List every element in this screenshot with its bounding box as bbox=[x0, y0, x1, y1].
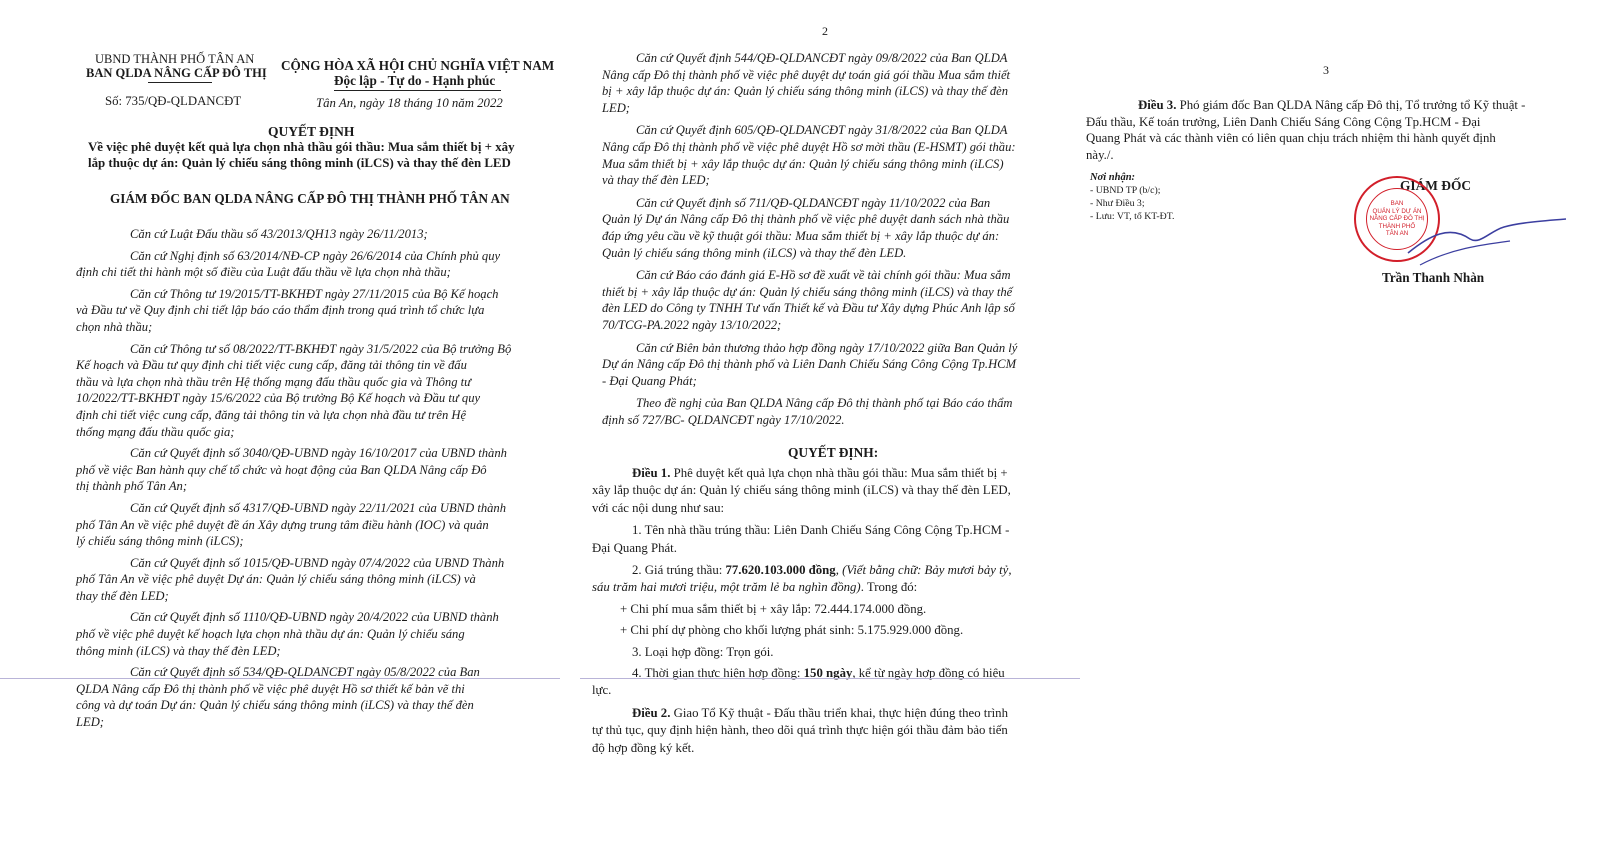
basis-line: định số 727/BC- QLDANCĐT ngày 17/10/2022. bbox=[602, 412, 845, 427]
basis-line: phố Tân An về việc phê duyệt Dự án: Quản lý chiếu sáng thông minh (iLCS) và bbox=[76, 572, 476, 587]
page-3 bbox=[1086, 0, 1600, 846]
basis-line: Căn cứ Quyết định số 4317/QĐ-UBND ngày 22/11/2021 của UBND thành bbox=[130, 500, 507, 515]
price-tail: . Trong đó: bbox=[860, 580, 918, 595]
basis-line: Kế hoạch và Đầu tư quy định chi tiết việc cung cấp, đăng tải thông tin về đấu bbox=[76, 358, 467, 373]
basis-line: phố về việc Ban hành quy chế tổ chức và hoạt động của Ban QLDA Nâng cấp Đô bbox=[76, 462, 487, 477]
basis-line: thông minh (iLCS) và thay thế đèn LED; bbox=[76, 643, 281, 658]
basis-line: thị thành phố Tân An; bbox=[76, 479, 188, 494]
basis-line: Căn cứ Quyết định số 534/QĐ-QLDANCĐT ngày 05/8/2022 của Ban bbox=[130, 665, 480, 680]
article-2-text: tự thủ tục, quy định hiện hành, theo dõi quá trình thực hiện gói thầu đảm bảo tiến bbox=[592, 723, 1008, 738]
basis-paragraphs bbox=[602, 50, 1062, 428]
article-1-text: Phê duyệt kết quả lựa chọn nhà thầu gói thầu: Mua sắm thiết bị + bbox=[670, 466, 1008, 480]
basis-line: LED; bbox=[76, 715, 104, 730]
basis-line: thầu và lựa chọn nhà thầu trên Hệ thống mạng đấu thầu quốc gia và Thông tư bbox=[76, 374, 472, 389]
basis-line: Dự án Nâng cấp Đô thị thành phố và Liên Danh Chiếu Sáng Công Cộng Tp.HCM bbox=[602, 357, 1017, 372]
price-amount: 77.620.103.000 đồng bbox=[725, 563, 836, 578]
basis-line: Quản lý Dự án Nâng cấp Đô thị thành phố về việc phê duyệt danh sách nhà thầu bbox=[602, 212, 1010, 227]
article-2-label: Điều 2. bbox=[632, 705, 671, 720]
price-in-words: sáu trăm hai mươi triệu, một trăm lẻ ba nghìn đồng) bbox=[592, 580, 861, 595]
basis-line: và Đầu tư về Quy định chi tiết lập báo cáo thẩm định trong quá trình tổ chức lựa bbox=[76, 303, 485, 318]
basis-line: Căn cứ Báo cáo đánh giá E-Hồ sơ đề xuất về tài chính gói thầu: Mua sắm bbox=[636, 268, 1011, 283]
basis-line: Căn cứ Nghị định số 63/2014/NĐ-CP ngày 26/6/2014 của Chính phủ quy bbox=[130, 248, 501, 263]
basis-line: định chi tiết việc cung cấp, đăng tải thông tin và lựa chọn nhà đầu tư trên Hệ bbox=[76, 407, 467, 422]
decision-body bbox=[592, 465, 1072, 757]
basis-line: công và dự toán Dự án: Quản lý chiếu sáng thông minh (iLCS) và thay thế đèn bbox=[76, 698, 474, 713]
basis-line: Căn cứ Thông tư 19/2015/TT-BKHĐT ngày 27/11/2015 của Bộ Kế hoạch bbox=[130, 286, 499, 301]
scan-line bbox=[580, 678, 1080, 679]
basis-line: định chi tiết thi hành một số điều của Luật đấu thầu về lựa chọn nhà thầu; bbox=[76, 265, 451, 280]
nation-title: CỘNG HÒA XÃ HỘI CHỦ NGHĨA VIỆT NAM bbox=[281, 58, 555, 73]
seal-text: THÀNH PHỐ bbox=[1378, 222, 1416, 230]
subject-line-2: lắp thuộc dự án: Quản lý chiếu sáng thông minh (iLCS) và thay thế đèn LED bbox=[88, 156, 511, 170]
basis-line: chọn nhà thầu; bbox=[76, 319, 153, 334]
cost-contingency: + Chi phí dự phòng cho khối lượng phát sinh: 5.175.929.000 đồng. bbox=[620, 623, 964, 638]
basis-line: Căn cứ Thông tư số 08/2022/TT-BKHĐT ngày 31/5/2022 của Bộ trưởng Bộ bbox=[130, 341, 512, 356]
basis-line: QLDA Nâng cấp Đô thị thành phố về việc phê duyệt Hồ sơ thiết kế bản vẽ thi bbox=[76, 681, 465, 696]
duration-days: 150 ngày bbox=[803, 666, 853, 681]
basis-line: Căn cứ Quyết định 544/QĐ-QLDANCĐT ngày 09/8/2022 của Ban QLDA bbox=[636, 51, 1008, 65]
basis-line: Nâng cấp Đô thị thành phố về việc phê duyệt Hồ sơ mời thầu (E-HSMT) gói thầu: bbox=[602, 139, 1016, 154]
recipient-item: - Lưu: VT, tổ KT-ĐT. bbox=[1090, 211, 1175, 222]
article-1-text: với các nội dung như sau: bbox=[592, 500, 725, 515]
duration-tail: , kể từ ngày hợp đồng có hiệu bbox=[852, 666, 1005, 681]
cost-equipment: + Chi phí mua sắm thiết bị + xây lắp: 72.444.174.000 đồng. bbox=[620, 601, 927, 616]
basis-line: 10/2022/TT-BKHĐT ngày 15/6/2022 của Bộ trưởng Bộ Kế hoạch và Đầu tư quy bbox=[76, 391, 481, 406]
page-1 bbox=[0, 0, 560, 846]
recipient-item: - UBND TP (b/c); bbox=[1090, 185, 1161, 196]
article-3-label: Điều 3. bbox=[1138, 98, 1177, 112]
basis-line: thống mạng đấu thầu quốc gia; bbox=[76, 424, 235, 439]
basis-line: Căn cứ Biên bản thương thảo hợp đồng ngày 17/10/2022 giữa Ban Quản lý bbox=[636, 340, 1018, 355]
article-2-text: độ hợp đồng ký kết. bbox=[592, 740, 695, 755]
basis-line: thiết bị + xây lắp thuộc dự án: Quản lý chiếu sáng thông minh (iLCS) và thay thế bbox=[602, 284, 1013, 299]
article-3-text: Đấu thầu, Kế toán trưởng, Liên Danh Chiếu Sáng Công Cộng Tp.HCM - Đại bbox=[1086, 114, 1481, 129]
basis-line: thay thế đèn LED; bbox=[76, 588, 169, 603]
article-1-label: Điều 1. bbox=[632, 466, 671, 480]
org-parent: UBND THÀNH PHỐ TÂN AN bbox=[95, 52, 255, 66]
winner-line: 1. Tên nhà thầu trúng thầu: Liên Danh Chiếu Sáng Công Cộng Tp.HCM - bbox=[632, 523, 1010, 538]
signature bbox=[1400, 205, 1570, 275]
basis-line: bị + xây lắp thuộc dự án: Quản lý chiếu sáng thông minh (iLCS) và thay thế đèn bbox=[602, 84, 1009, 99]
page-number: 3 bbox=[1323, 63, 1329, 77]
basis-line: đáp ứng yêu cầu về kỹ thuật gói thầu: Mua sắm thiết bị + xây lắp thuộc dự án: bbox=[602, 228, 1000, 243]
seal-text: BAN bbox=[1390, 200, 1404, 208]
article-3-text: Quang Phát và các thành viên có liên quan chịu trách nhiệm thi hành quyết định bbox=[1086, 131, 1496, 145]
basis-line: Căn cứ Luật Đấu thầu số 43/2013/QH13 ngày 26/11/2013; bbox=[130, 227, 428, 241]
duration-tail: lực. bbox=[592, 683, 612, 698]
place-date: Tân An, ngày 18 tháng 10 năm 2022 bbox=[316, 96, 503, 110]
subject-line-1: Về việc phê duyệt kết quả lựa chọn nhà thầu gói thầu: Mua sắm thiết bị + xây bbox=[88, 140, 515, 154]
winner-line: Đại Quang Phát. bbox=[592, 540, 677, 555]
recipient-item: - Như Điều 3; bbox=[1090, 198, 1145, 209]
motto-underline bbox=[334, 90, 501, 91]
basis-line: Căn cứ Quyết định số 1015/QĐ-UBND ngày 07/4/2022 của UBND Thành bbox=[130, 555, 505, 570]
basis-line: Căn cứ Quyết định số 3040/QĐ-UBND ngày 16/10/2017 của UBND thành bbox=[130, 446, 507, 461]
article-3 bbox=[1086, 97, 1546, 163]
signer-title: GIÁM ĐỐC bbox=[1400, 178, 1472, 193]
nation-motto: Độc lập - Tự do - Hạnh phúc bbox=[334, 73, 496, 88]
basis-line: đèn LED do Công ty TNHH Tư vấn Thiết kế và Đầu tư Xây dựng Phúc Anh lập số bbox=[602, 301, 1015, 316]
basis-line: phố Tân An về việc phê duyệt đề án Xây dựng trung tâm điều hành (IOC) và quản bbox=[76, 517, 489, 532]
basis-line: Quản lý chiếu sáng thông minh (iLCS) và thay thế đèn LED. bbox=[602, 245, 907, 260]
article-2-text: Giao Tổ Kỹ thuật - Đấu thầu triển khai, thực hiện đúng theo trình bbox=[670, 705, 1008, 720]
basis-line: Căn cứ Quyết định số 1110/QĐ-UBND ngày 20/4/2022 của UBND thành bbox=[130, 610, 499, 625]
basis-line: Căn cứ Quyết định 605/QĐ-QLDANCĐT ngày 31/8/2022 của Ban QLDA bbox=[636, 123, 1008, 138]
basis-line: Căn cứ Quyết định số 711/QĐ-QLDANCĐT ngày 11/10/2022 của Ban bbox=[636, 195, 991, 210]
basis-line: phố về việc phê duyệt kế hoạch lựa chọn nhà thầu dự án: Quản lý chiếu sáng bbox=[76, 627, 465, 642]
org-underline bbox=[148, 82, 212, 83]
signer-name: Trần Thanh Nhàn bbox=[1382, 270, 1485, 285]
basis-line: - Đại Quang Phát; bbox=[602, 373, 697, 388]
basis-line: Theo đề nghị của Ban QLDA Nâng cấp Đô thị thành phố tại Báo cáo thẩm bbox=[636, 396, 1013, 411]
page-number: 2 bbox=[822, 24, 828, 38]
basis-line: 70/TCG-PA.2022 ngày 13/10/2022; bbox=[602, 317, 782, 332]
document-title: QUYẾT ĐỊNH bbox=[268, 124, 355, 139]
contract-type: 3. Loại hợp đồng: Trọn gói. bbox=[632, 644, 774, 659]
decision-heading: QUYẾT ĐỊNH: bbox=[788, 445, 879, 460]
issuing-authority: GIÁM ĐỐC BAN QLDA NÂNG CẤP ĐÔ THỊ THÀNH PHỐ TÂN AN bbox=[110, 191, 510, 206]
basis-line: LED; bbox=[602, 100, 630, 115]
article-3-text: Phó giám đốc Ban QLDA Nâng cấp Đô thị, Tổ trưởng tổ Kỹ thuật - bbox=[1176, 98, 1526, 112]
price-label: 2. Giá trúng thầu: bbox=[632, 563, 726, 578]
document-number: Số: 735/QĐ-QLDANCĐT bbox=[105, 94, 242, 108]
basis-paragraphs bbox=[76, 226, 522, 731]
basis-line: và thay thế đèn LED; bbox=[602, 173, 710, 188]
page-2 bbox=[560, 0, 1100, 846]
article-3-text: này./. bbox=[1086, 147, 1114, 162]
duration-label: 4. Thời gian thực hiện hợp đồng: bbox=[632, 666, 804, 681]
recipients-title: Nơi nhận: bbox=[1090, 172, 1136, 183]
seal-text: QUẢN LÝ DỰ ÁN bbox=[1372, 207, 1422, 215]
article-1-text: xây lắp thuộc dự án: Quản lý chiếu sáng thông minh (iLCS) và thay thế đèn LED, bbox=[592, 483, 1011, 498]
seal-text: TÂN AN bbox=[1385, 230, 1409, 238]
scan-line bbox=[0, 678, 560, 679]
seal-text: NÂNG CẤP ĐÔ THỊ bbox=[1369, 215, 1425, 223]
basis-line: lý chiếu sáng thông minh (iLCS); bbox=[76, 534, 244, 549]
basis-line: Mua sắm thiết bị + xây lắp thuộc dự án: Quản lý chiếu sáng thông minh (iLCS) bbox=[602, 156, 1004, 171]
price-in-words: , (Viết bằng chữ: Bảy mươi bảy tỷ, bbox=[835, 563, 1012, 578]
org-name: BAN QLDA NÂNG CẤP ĐÔ THỊ bbox=[86, 66, 267, 80]
basis-line: Nâng cấp Đô thị thành phố về việc phê duyệt dự toán giá gói thầu Mua sắm thiết bbox=[602, 67, 1011, 82]
